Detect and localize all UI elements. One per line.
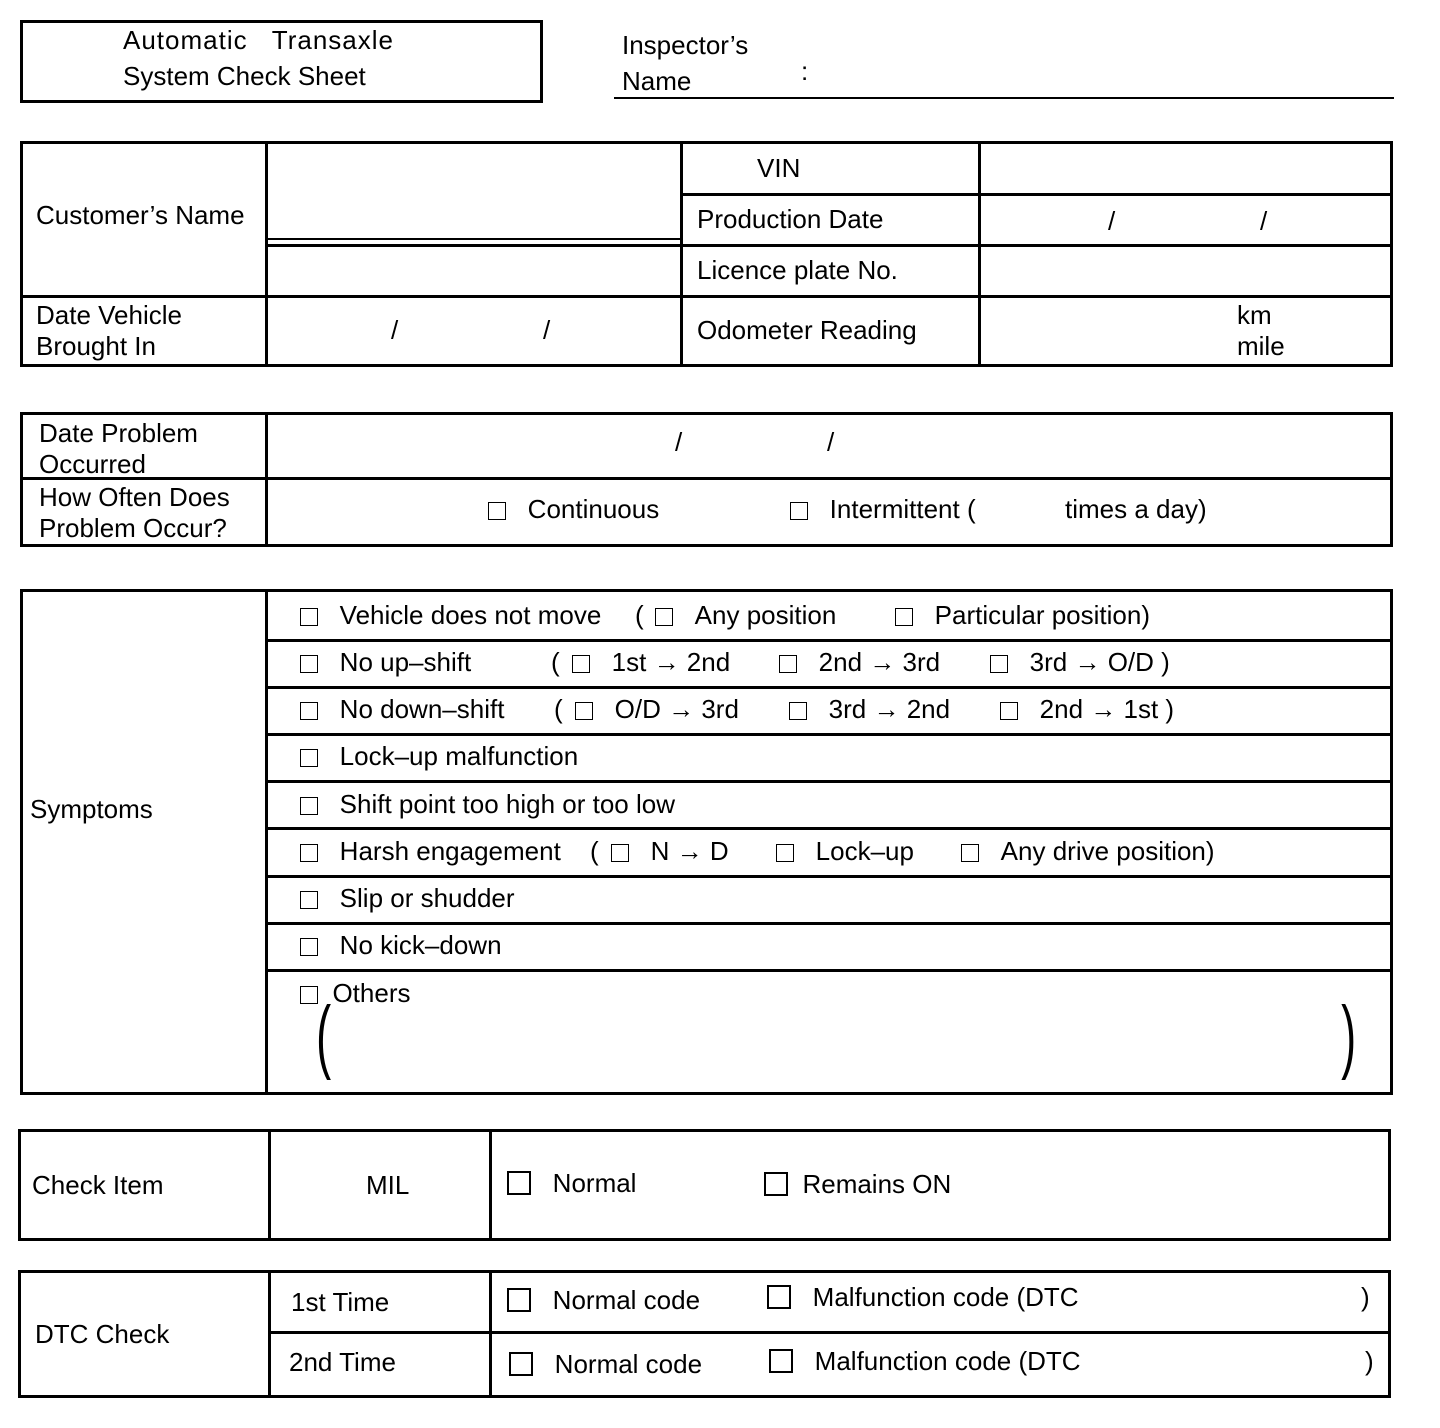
checkbox[interactable] [300, 797, 318, 815]
dtc-table [18, 1270, 1391, 1398]
option-n-d[interactable]: N → D [611, 837, 729, 867]
inspector-name-field[interactable] [614, 97, 1394, 99]
option-particular-position[interactable]: Particular position) [895, 601, 1150, 631]
checkbox[interactable] [300, 749, 318, 767]
checkbox[interactable] [895, 608, 913, 626]
symptom-row-others[interactable]: Others [300, 979, 410, 1009]
odometer-label: Odometer Reading [697, 315, 917, 345]
symptom-row-no-move[interactable]: Vehicle does not move [300, 601, 601, 631]
dtc-first-malfunction-option[interactable]: Malfunction code (DTC [767, 1283, 1079, 1313]
checkbox[interactable] [488, 502, 506, 520]
check-item-label: Check Item [32, 1170, 164, 1200]
dtc-check-label: DTC Check [35, 1319, 170, 1349]
date-brought-slash2: / [543, 315, 551, 345]
option-any-drive[interactable]: Any drive position) [961, 837, 1215, 867]
checkbox[interactable] [764, 1172, 788, 1196]
symptom-row-kickdown[interactable]: No kick–down [300, 931, 502, 961]
checkbox[interactable] [990, 655, 1008, 673]
checkbox[interactable] [767, 1285, 791, 1309]
customer-name-field[interactable] [270, 145, 678, 237]
symptom-row-slip[interactable]: Slip or shudder [300, 884, 515, 914]
symptom-row-no-upshift[interactable]: No up–shift [300, 648, 471, 678]
mil-normal-option[interactable]: Normal [507, 1169, 636, 1199]
option-od-3rd[interactable]: O/D → 3rd [575, 695, 739, 725]
odometer-km: km [1237, 300, 1272, 330]
continuous-option[interactable]: Continuous [488, 495, 659, 525]
title-line2: System Check Sheet [123, 61, 366, 91]
customer-name-label: Customer’s Name [36, 200, 245, 230]
checkbox[interactable] [575, 702, 593, 720]
checkbox[interactable] [961, 844, 979, 862]
checkbox[interactable] [509, 1352, 533, 1376]
inspector-colon: : [801, 56, 809, 86]
checkbox[interactable] [611, 844, 629, 862]
open-paren: ( [590, 836, 599, 866]
symptom-row-lockup[interactable]: Lock–up malfunction [300, 742, 578, 772]
checkbox[interactable] [507, 1288, 531, 1312]
dtc-second-close-paren: ) [1365, 1346, 1374, 1376]
option-2nd-1st[interactable]: 2nd → 1st ) [1000, 695, 1174, 725]
date-problem-slash2: / [827, 427, 835, 457]
dtc-second-label: 2nd Time [289, 1347, 396, 1377]
dtc-second-malfunction-option[interactable]: Malfunction code (DTC [769, 1347, 1081, 1377]
option-1st-2nd[interactable]: 1st → 2nd [572, 648, 730, 678]
checkbox[interactable] [789, 702, 807, 720]
licence-field[interactable] [982, 248, 1390, 294]
title-line1: Automatic Transaxle [123, 25, 394, 55]
dtc-first-label: 1st Time [291, 1287, 390, 1317]
others-open-paren: ( [316, 990, 332, 1081]
mil-remains-on-option[interactable]: Remains ON [764, 1170, 951, 1200]
licence-label: Licence plate No. [697, 255, 898, 285]
open-paren: ( [554, 694, 563, 724]
intermittent-option[interactable]: Intermittent ( [790, 495, 976, 525]
times-a-day-label: times a day) [1065, 494, 1207, 524]
checkbox[interactable] [776, 844, 794, 862]
option-2nd-3rd[interactable]: 2nd → 3rd [779, 648, 940, 678]
open-paren: ( [551, 647, 560, 677]
production-date-slash1: / [1108, 206, 1116, 236]
date-brought-label-line2: Brought In [36, 331, 156, 361]
symptom-row-shift-point[interactable]: Shift point too high or too low [300, 790, 675, 820]
checkbox[interactable] [779, 655, 797, 673]
dtc-first-normal-option[interactable]: Normal code [507, 1286, 700, 1316]
date-brought-slash1: / [391, 315, 399, 345]
option-3rd-od[interactable]: 3rd → O/D ) [990, 648, 1170, 678]
date-problem-label-line1: Date Problem [39, 418, 198, 448]
others-field[interactable] [345, 1015, 1335, 1085]
option-any-position[interactable]: Any position [655, 601, 836, 631]
mil-label: MIL [366, 1170, 410, 1200]
dtc-first-close-paren: ) [1361, 1282, 1370, 1312]
checkbox[interactable] [300, 844, 318, 862]
checkbox[interactable] [300, 938, 318, 956]
checkbox[interactable] [300, 891, 318, 909]
checkbox[interactable] [507, 1171, 531, 1195]
option-3rd-2nd[interactable]: 3rd → 2nd [789, 695, 950, 725]
others-close-paren: ) [1341, 990, 1357, 1081]
symptom-row-harsh[interactable]: Harsh engagement [300, 837, 561, 867]
production-date-slash2: / [1260, 206, 1268, 236]
check-item-table [18, 1129, 1391, 1241]
checkbox[interactable] [572, 655, 590, 673]
checkbox[interactable] [300, 655, 318, 673]
checkbox[interactable] [655, 608, 673, 626]
dtc-second-normal-option[interactable]: Normal code [509, 1350, 702, 1380]
vin-field[interactable] [982, 145, 1390, 192]
how-often-label-line2: Problem Occur? [39, 513, 227, 543]
checkbox[interactable] [769, 1349, 793, 1373]
vin-label: VIN [757, 153, 801, 183]
production-date-label: Production Date [697, 204, 884, 234]
inspector-label-line1: Inspector’s [622, 30, 749, 60]
checkbox[interactable] [790, 502, 808, 520]
how-often-label-line1: How Often Does [39, 482, 230, 512]
date-problem-slash1: / [675, 427, 683, 457]
date-problem-label-line2: Occurred [39, 449, 146, 479]
checkbox[interactable] [1000, 702, 1018, 720]
symptom-row-no-downshift[interactable]: No down–shift [300, 695, 504, 725]
checkbox[interactable] [300, 608, 318, 626]
date-brought-label-line1: Date Vehicle [36, 300, 182, 330]
option-lockup[interactable]: Lock–up [776, 837, 914, 867]
odometer-mile: mile [1237, 331, 1285, 361]
symptoms-label: Symptoms [30, 794, 153, 824]
inspector-label-line2: Name [622, 66, 692, 96]
open-paren: ( [635, 600, 644, 630]
checkbox[interactable] [300, 702, 318, 720]
